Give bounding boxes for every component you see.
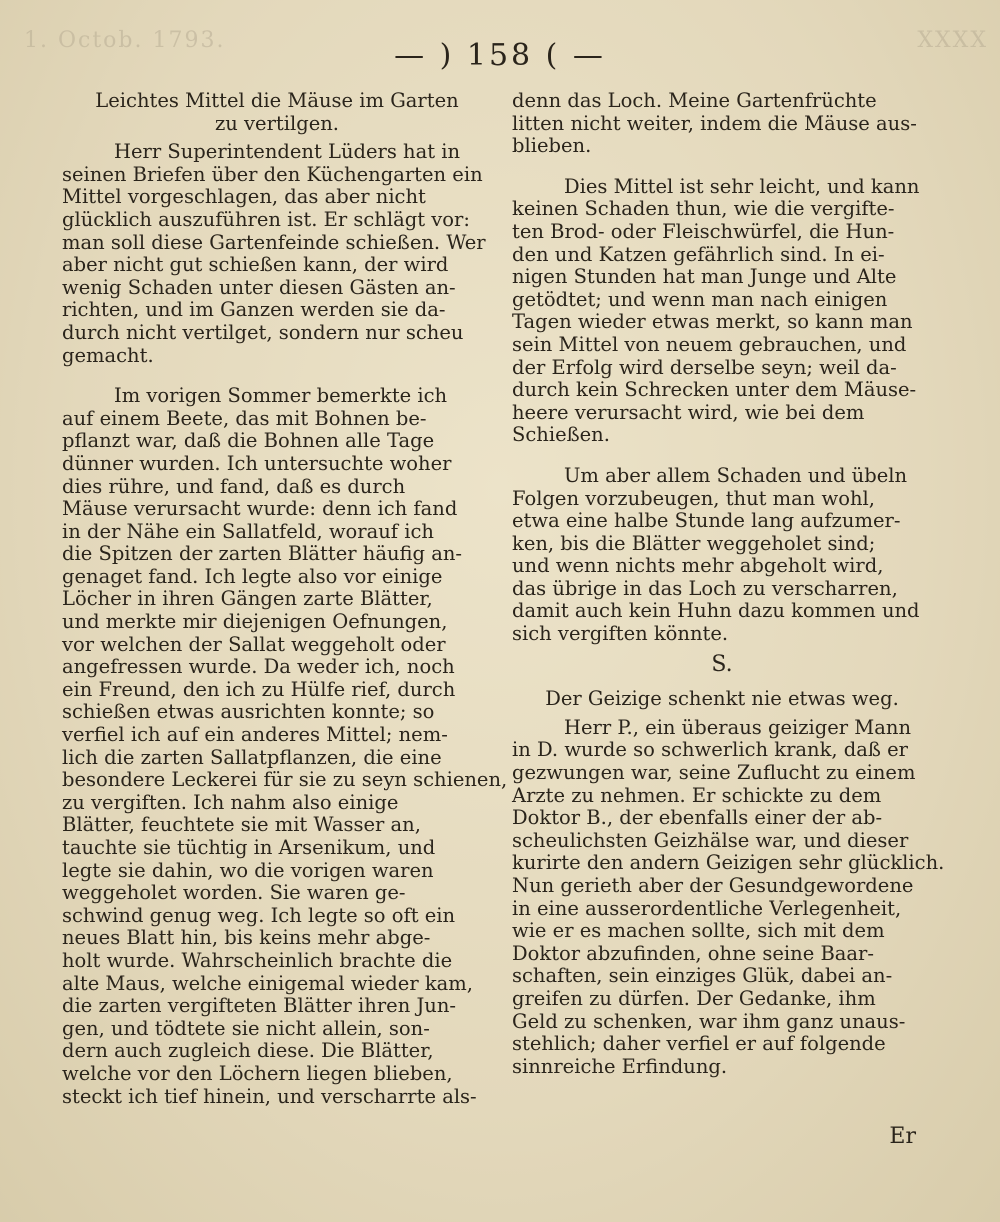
text-line: die zarten vergifteten Blätter ihren Jun- [62, 994, 456, 1018]
text-line: Mittel vorgeschlagen, das aber nicht [62, 185, 426, 209]
left-paragraph-1 [62, 141, 492, 367]
right-paragraph-1 [512, 90, 932, 158]
text-line: Mäuse verursacht wurde: denn ich fand [62, 497, 458, 521]
text-line: in der Nähe ein Sallatfeld, worauf ich [62, 519, 434, 543]
text-line: greifen zu dürfen. Der Gedanke, ihm [512, 986, 876, 1010]
text-line: Herr P., ein überaus geiziger Mann [564, 715, 912, 739]
text-line: schaften, sein einziges Glük, dabei an- [512, 964, 893, 988]
text-line: denn das Loch. Meine Gartenfrüchte [512, 89, 877, 112]
text-line: pflanzt war, daß die Bohnen alle Tage [62, 429, 435, 453]
text-line: dern auch zugleich diese. Die Blätter, [62, 1039, 434, 1063]
text-line: Arzte zu nehmen. Er schickte zu dem [512, 783, 882, 807]
text-line: damit auch kein Huhn dazu kommen und [512, 599, 920, 623]
text-line: genaget fand. Ich legte also vor einige [62, 564, 443, 588]
text-line: kurirte den andern Geizigen sehr glücklich. [512, 851, 945, 875]
text-line: wie er es machen sollte, sich mit dem [512, 919, 885, 943]
text-line: auf einem Beete, das mit Bohnen be- [62, 406, 427, 430]
text-line: glücklich auszuführen ist. Er schlägt vor: [62, 207, 470, 231]
text-line: Herr Superintendent Lüders hat in [114, 140, 461, 164]
text-line: litten nicht weiter, indem die Mäuse aus- [512, 111, 917, 135]
text-line: lich die zarten Sallatpflanzen, die eine [62, 745, 442, 769]
text-line: Um aber allem Schaden und übeln [564, 463, 908, 487]
text-line: schwind genug weg. Ich legte so oft ein [62, 903, 456, 927]
text-line: dünner wurden. Ich untersuchte woher [62, 451, 452, 475]
text-line: Schießen. [512, 423, 610, 447]
text-line: schießen etwas ausrichten konnte; so [62, 700, 435, 724]
text-line: Doktor B., der ebenfalls einer der ab- [512, 806, 883, 830]
text-line: Doktor abzufinden, ohne seine Baar- [512, 941, 874, 965]
text-line: sinnreiche Erfindung. [512, 1054, 728, 1078]
text-line: dies rühre, und fand, daß es durch [62, 474, 406, 498]
text-line: keinen Schaden thun, wie die vergifte- [512, 197, 895, 221]
title-line-2: zu vertilgen. [215, 111, 339, 135]
text-line: verfiel ich auf ein anderes Mittel; nem- [62, 723, 448, 747]
article-title [62, 90, 492, 135]
second-article-title: Der Geizige schenkt nie etwas weg. [545, 687, 899, 711]
text-line: weggeholet worden. Sie waren ge- [62, 881, 406, 905]
text-line: heere verursacht wird, wie bei dem [512, 400, 865, 424]
text-line: ten Brod- oder Fleischwürfel, die Hun- [512, 219, 895, 243]
text-line: durch nicht vertilget, sondern nur scheu [62, 320, 464, 344]
text-line: stehlich; daher verfiel er auf folgende [512, 1032, 886, 1056]
text-line: der Erfolg wird derselbe seyn; weil da- [512, 355, 897, 379]
text-line: man soll diese Gartenfeinde schießen. Wer [62, 230, 486, 254]
text-line: besondere Leckerei für sie zu seyn schienen, [62, 768, 508, 792]
text-line: scheulichsten Geizhälse war, und dieser [512, 828, 909, 852]
text-line: ein Freund, den ich zu Hülfe rief, durch [62, 677, 456, 701]
author-signature: S. [711, 651, 733, 677]
text-line: sich vergiften könnte. [512, 622, 729, 646]
text-line: welche vor den Löchern liegen blieben, [62, 1061, 453, 1085]
text-line: getödtet; und wenn man nach einigen [512, 287, 888, 311]
text-line: holt wurde. Wahrscheinlich brachte die [62, 948, 453, 972]
right-paragraph-2 [512, 176, 932, 447]
second-article-paragraph [512, 715, 945, 1079]
text-line: sein Mittel von neuem gebrauchen, und [512, 332, 907, 356]
right-paragraph-3 [512, 465, 932, 646]
text-line: gen, und tödtete sie nicht allein, son- [62, 1016, 430, 1040]
text-line: ken, bis die Blätter weggeholet sind; [512, 531, 876, 555]
text-line: in D. wurde so schwerlich krank, daß er [512, 738, 908, 762]
left-paragraph-2 [62, 384, 508, 1108]
text-line: Tagen wieder etwas merkt, so kann man [512, 310, 913, 334]
text-line: steckt ich tief hinein, und verscharrte als- [62, 1084, 477, 1108]
text-line: gezwungen war, seine Zuflucht zu einem [512, 761, 916, 785]
text-line: gemacht. [62, 343, 154, 367]
text-line: neues Blatt hin, bis keins mehr abge- [62, 926, 431, 950]
catchword: Er [889, 1124, 916, 1149]
text-line: seinen Briefen über den Küchengarten ein [62, 162, 483, 186]
text-line: angefressen wurde. Da weder ich, noch [62, 655, 455, 679]
text-line: Dies Mittel ist sehr leicht, und kann [564, 174, 920, 198]
right-column [512, 89, 945, 1078]
text-line: und wenn nichts mehr abgeholt wird, [512, 554, 884, 578]
text-line: und merkte mir diejenigen Oefnungen, [62, 610, 448, 634]
text-line: Nun gerieth aber der Gesundgewordene [512, 874, 914, 897]
text-line: Folgen vorzubeugen, thut man wohl, [512, 486, 875, 510]
title-line-1: Leichtes Mittel die Mäuse im Garten [95, 89, 459, 112]
page-header: — ) 158 ( — [394, 38, 606, 73]
text-line: tauchte sie tüchtig in Arsenikum, und [62, 836, 436, 859]
text-line: blieben. [512, 134, 592, 158]
text-line: Geld zu schenken, war ihm ganz unaus- [512, 1009, 906, 1033]
text-line: vor welchen der Sallat weggeholt oder [62, 632, 446, 656]
text-line: legte sie dahin, wo die vorigen waren [62, 858, 434, 882]
text-line: den und Katzen gefährlich sind. In ei- [512, 242, 885, 266]
text-line: zu vergiften. Ich nahm also einige [62, 790, 399, 814]
bleed-through-right: XXXX [917, 28, 988, 53]
text-line: das übrige in das Loch zu verscharren, [512, 576, 898, 600]
text-line: richten, und im Ganzen werden sie da- [62, 298, 446, 322]
text-line: Blätter, feuchtete sie mit Wasser an, [62, 813, 421, 837]
text-line: aber nicht gut schießen kann, der wird [62, 253, 449, 277]
text-line: durch kein Schrecken unter dem Mäuse- [512, 378, 917, 402]
text-line: Im vorigen Sommer bemerkte ich [114, 384, 448, 408]
text-line: die Spitzen der zarten Blätter häufig an- [62, 542, 462, 566]
text-line: wenig Schaden unter diesen Gästen an- [62, 275, 456, 299]
left-column [62, 89, 508, 1108]
text-line: nigen Stunden hat man Junge und Alte [512, 265, 897, 289]
text-line: etwa eine halbe Stunde lang aufzumer- [512, 509, 901, 533]
text-line: Löcher in ihren Gängen zarte Blätter, [62, 587, 433, 611]
bleed-through-left: 1. Octob. 1793. [24, 28, 226, 53]
text-line: in eine ausserordentliche Verlegenheit, [512, 896, 902, 920]
text-line: alte Maus, welche einigemal wieder kam, [62, 971, 473, 995]
